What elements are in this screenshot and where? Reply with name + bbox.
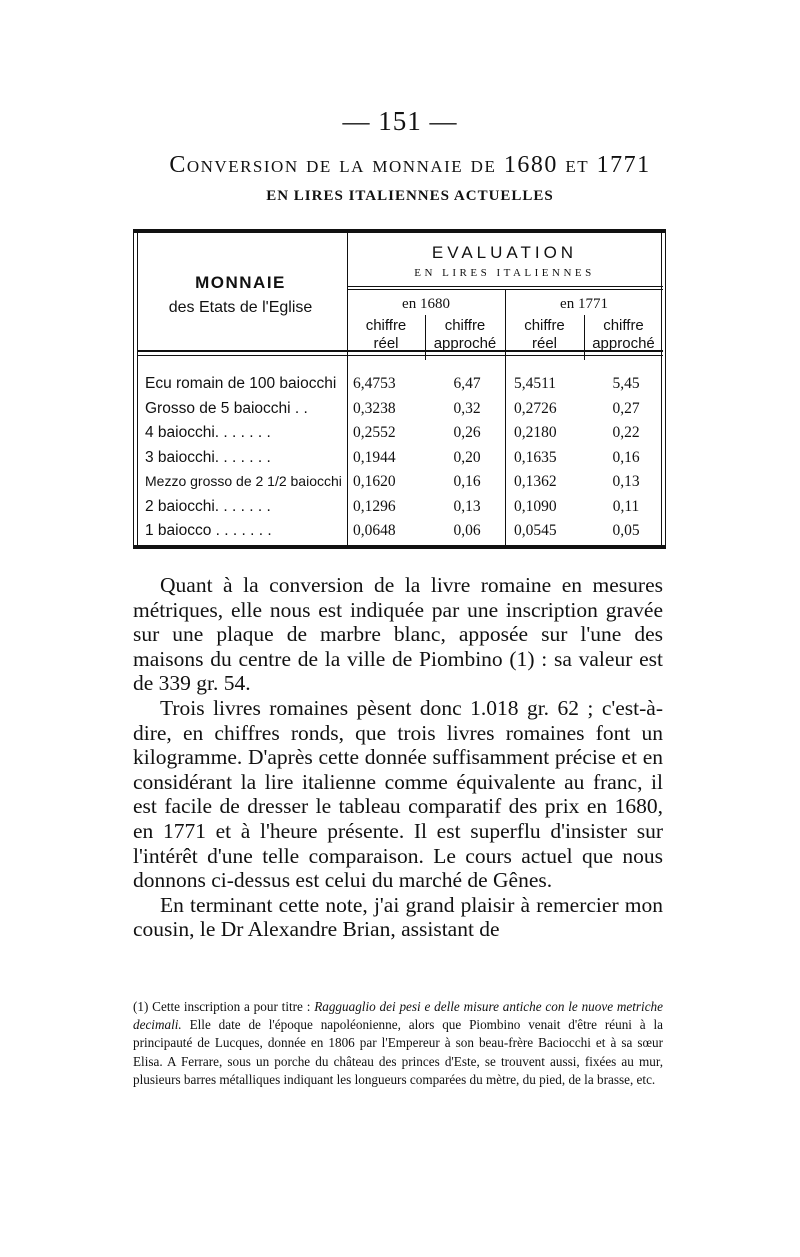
table-row	[145, 449, 663, 474]
table-body	[145, 375, 663, 547]
table-row	[145, 400, 663, 425]
table-divider	[138, 355, 663, 356]
col-approche-1771-header	[584, 317, 663, 353]
coin-name: Grosso de 5 baiocchi . .	[145, 399, 308, 417]
footnote-text: Elle date de l'époque napoléonienne, alors que Piombino venait d'être réuni à la principauté de Lucques, donnée en 1806 par l'Empereur à son beau-frère Baciocchi et à sa sœur Elisa. A Ferrare, sous un porche du château des princes d'Este, se trouvent aussi, fixées au mur, plusieurs barres métalliques indiquant les longueurs comparées du mètre, du pied, de la brasse, etc.	[133, 1017, 663, 1087]
col-header-line: réel	[531, 335, 557, 352]
value-reel-1680: 0,1296	[353, 497, 396, 515]
col-reel-1680-header	[347, 317, 425, 353]
value-approche-1680: 6,47	[453, 375, 481, 392]
table-row	[145, 375, 663, 400]
monnaie-subheader: des Etats de l'Eglise	[168, 299, 313, 316]
value-approche-1771: 0,11	[612, 497, 640, 515]
table-row	[145, 473, 663, 498]
value-reel-1680: 0,0648	[353, 522, 396, 539]
table-row	[145, 498, 663, 523]
footnote	[133, 998, 663, 1089]
value-approche-1771: 0,16	[612, 448, 640, 466]
value-approche-1771: 0,13	[612, 473, 640, 490]
value-reel-1680: 0,1620	[353, 473, 396, 490]
table-row	[145, 424, 663, 449]
year-1680-header: en 1680	[402, 296, 450, 312]
col-header-line: chiffre	[444, 317, 486, 334]
value-reel-1680: 6,4753	[353, 375, 396, 392]
value-reel-1771: 0,1362	[514, 473, 557, 490]
col-header-line: approché	[592, 335, 655, 352]
value-reel-1771: 0,0545	[514, 522, 557, 539]
paragraph: En terminant cette note, j'ai grand plaisir à remercier mon cousin, le Dr Alexandre Brian, assistant de	[133, 892, 663, 942]
value-reel-1680: 0,3238	[353, 399, 396, 417]
value-approche-1680: 0,20	[453, 448, 481, 466]
value-approche-1771: 5,45	[612, 375, 640, 392]
coin-name: 4 baiocchi. . . . . . .	[145, 424, 271, 441]
col-header-line: réel	[373, 335, 399, 352]
value-approche-1680: 0,32	[453, 399, 481, 417]
col-reel-1771-header	[505, 317, 584, 353]
footnote-marker: (1) Cette inscription a pour titre :	[133, 999, 311, 1014]
coin-name: Ecu romain de 100 baiocchi	[145, 375, 337, 392]
value-approche-1771: 0,05	[612, 522, 640, 539]
col-header-line: approché	[433, 335, 497, 352]
value-reel-1771: 0,2180	[514, 424, 557, 441]
evaluation-header: EVALUATION	[431, 243, 578, 262]
conversion-table	[133, 229, 666, 549]
coin-name: 1 baiocco . . . . . . .	[145, 522, 272, 539]
coin-name: Mezzo grosso de 2 1/2 baiocchi	[145, 473, 342, 489]
table-row	[145, 522, 663, 547]
table-divider	[347, 286, 663, 287]
body-text	[133, 573, 663, 942]
year-1771-header: en 1771	[560, 296, 608, 312]
monnaie-header: MONNAIE	[195, 273, 286, 292]
value-reel-1771: 5,4511	[514, 375, 557, 392]
value-reel-1680: 0,1944	[353, 448, 396, 466]
col-header-line: chiffre	[603, 317, 644, 334]
value-approche-1680: 0,16	[453, 473, 481, 490]
coin-name: 2 baiocchi. . . . . . .	[145, 497, 271, 515]
value-approche-1680: 0,06	[453, 522, 481, 539]
paragraph: Quant à la conversion de la livre romaine en mesures métriques, elle nous est indiquée par une inscription gravée sur une plaque de marbre blanc, apposée sur l'une des maisons du centre de la ville de Piombino (1) : sa valeur est de 339 gr. 54.	[133, 573, 663, 696]
col-header-line: chiffre	[365, 317, 407, 334]
table-subtitle: EN LIRES ITALIENNES ACTUELLES	[266, 188, 554, 204]
col-header-line: chiffre	[524, 317, 565, 334]
value-reel-1771: 0,1090	[514, 497, 557, 515]
page-number: — 151 —	[342, 106, 458, 136]
evaluation-subheader: EN LIRES ITALIENNES	[414, 267, 595, 279]
value-approche-1680: 0,26	[453, 424, 481, 441]
value-reel-1771: 0,1635	[514, 448, 557, 466]
footnote-title: Ragguaglio dei pesi e delle misure antiche con le nuove metriche decimali.	[133, 999, 664, 1033]
value-approche-1771: 0,22	[612, 424, 640, 441]
table-title: Conversion de la monnaie de 1680 et 1771	[169, 152, 651, 178]
paragraph: Trois livres romaines pèsent donc 1.018 gr. 62 ; c'est-à-dire, en chiffres ronds, que trois livres romaines font un kilogramme. D'après cette donnée suffisamment précise et en considérant la lire italienne comme équivalente au franc, il est facile de dresser le tableau comparatif des prix en 1680, en 1771 et à l'heure présente. Il est superflu d'insister sur l'intérêt d'une telle comparaison. Le cours actuel que nous donnons ci-dessus est celui du marché de Gênes.	[133, 695, 663, 893]
col-approche-1680-header	[425, 317, 505, 353]
coin-name: 3 baiocchi. . . . . . .	[145, 448, 271, 466]
value-reel-1680: 0,2552	[353, 424, 396, 441]
table-divider	[347, 289, 663, 290]
value-approche-1771: 0,27	[612, 399, 640, 417]
value-reel-1771: 0,2726	[514, 399, 557, 417]
value-approche-1680: 0,13	[453, 497, 481, 515]
